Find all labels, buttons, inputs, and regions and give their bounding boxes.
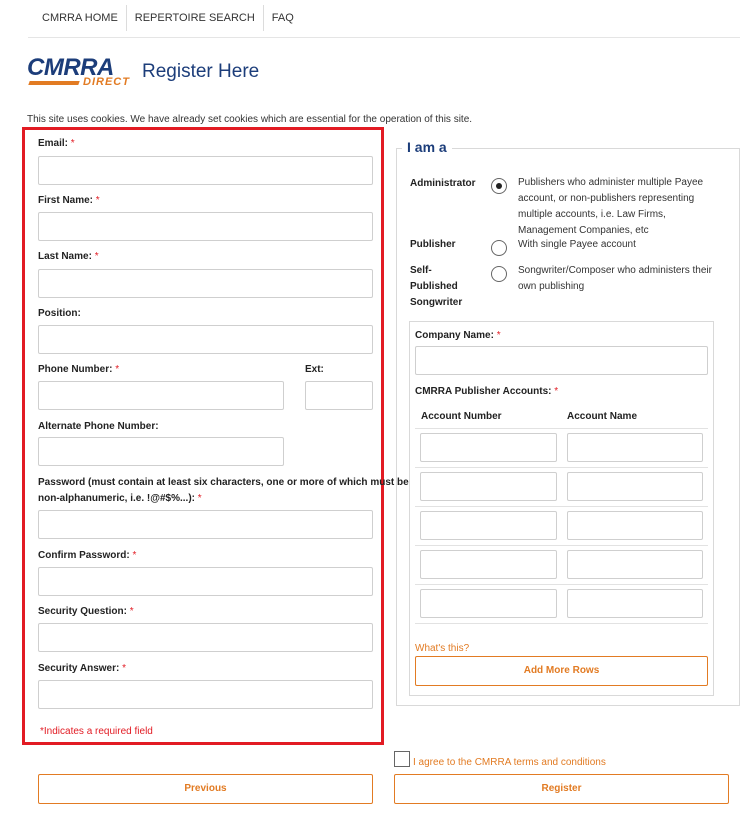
first-name-field[interactable]	[38, 212, 373, 241]
alternate-phone-field[interactable]	[38, 437, 284, 466]
nav-repertoire-search[interactable]: REPERTOIRE SEARCH	[127, 5, 264, 31]
account-number-input[interactable]	[420, 433, 557, 462]
table-row-divider	[415, 545, 708, 546]
security-answer-field[interactable]	[38, 680, 373, 709]
email-field[interactable]	[38, 156, 373, 185]
password-field[interactable]	[38, 510, 373, 539]
first-name-label: First Name: *	[38, 195, 100, 206]
table-row-divider	[415, 623, 708, 624]
confirm-password-label: Confirm Password: *	[38, 550, 137, 561]
terms-label[interactable]: I agree to the CMRRA terms and conditions	[413, 757, 606, 768]
role-label-self-published: Self- Published Songwriter	[410, 265, 463, 308]
col-account-number: Account Number	[421, 411, 502, 422]
company-name-label: Company Name: *	[415, 330, 501, 341]
role-label-administrator: Administrator	[410, 178, 476, 189]
company-section	[409, 321, 714, 696]
account-number-input[interactable]	[420, 511, 557, 540]
confirm-password-field[interactable]	[38, 567, 373, 596]
logo-main-text: CMRRA	[27, 54, 114, 81]
radio-administrator[interactable]	[491, 178, 507, 194]
role-desc-self-published: Songwriter/Composer who administers their own publishing	[518, 265, 712, 292]
last-name-field[interactable]	[38, 269, 373, 298]
account-name-input[interactable]	[567, 433, 703, 462]
logo-bar	[28, 81, 79, 85]
nav-divider	[28, 37, 740, 38]
account-number-input[interactable]	[420, 589, 557, 618]
password-label-line1: Password (must contain at least six characters, one or more of which must be	[38, 477, 409, 488]
required-field-note: *Indicates a required field	[40, 726, 153, 737]
security-answer-label: Security Answer: *	[38, 663, 127, 674]
top-nav	[34, 5, 302, 31]
alternate-phone-label: Alternate Phone Number:	[38, 421, 159, 432]
page-title: Register Here	[142, 61, 260, 82]
security-question-label: Security Question: *	[38, 606, 134, 617]
role-desc-administrator: Publishers who administer multiple Payee account, or non-publishers representing multiple accounts, i.e. Law Firms, Management Companies, etc	[518, 177, 704, 236]
nav-faq[interactable]: FAQ	[271, 12, 294, 24]
role-label-publisher: Publisher	[410, 239, 456, 250]
cookie-notice: This site uses cookies. We have already set cookies which are essential for the operation of this site.	[27, 114, 473, 125]
last-name-label: Last Name: *	[38, 251, 99, 262]
register-button[interactable]: Register	[394, 774, 729, 804]
password-label-line2: non-alphanumeric, i.e. !@#$%...): *	[38, 493, 202, 504]
account-name-input[interactable]	[567, 472, 703, 501]
phone-number-label: Phone Number: *	[38, 364, 120, 375]
position-field[interactable]	[38, 325, 373, 354]
table-row-divider	[415, 467, 708, 468]
ext-label: Ext:	[305, 364, 324, 375]
publisher-accounts-label: CMRRA Publisher Accounts: *	[415, 386, 559, 397]
role-desc-publisher: With single Payee account	[518, 239, 636, 250]
account-number-input[interactable]	[420, 472, 557, 501]
table-row-divider	[415, 506, 708, 507]
add-more-rows-button[interactable]: Add More Rows	[415, 656, 708, 686]
account-name-input[interactable]	[567, 589, 703, 618]
position-label: Position:	[38, 308, 81, 319]
whats-this-link[interactable]: What's this?	[415, 643, 470, 654]
account-name-input[interactable]	[567, 511, 703, 540]
table-row-divider	[415, 584, 708, 585]
radio-self-published[interactable]	[491, 266, 507, 282]
terms-checkbox[interactable]	[394, 751, 410, 767]
role-legend: I am a	[402, 139, 452, 155]
table-header-divider	[415, 428, 708, 429]
logo-sub-text: DIRECT	[83, 76, 130, 88]
radio-publisher[interactable]	[491, 240, 507, 256]
account-name-input[interactable]	[567, 550, 703, 579]
cmrra-direct-logo[interactable]	[27, 56, 135, 92]
security-question-field[interactable]	[38, 623, 373, 652]
email-label: Email: *	[38, 138, 75, 149]
phone-number-field[interactable]	[38, 381, 284, 410]
account-number-input[interactable]	[420, 550, 557, 579]
nav-cmrra-home[interactable]: CMRRA HOME	[34, 5, 127, 31]
ext-field[interactable]	[305, 381, 373, 410]
previous-button[interactable]: Previous	[38, 774, 373, 804]
company-name-field[interactable]	[415, 346, 708, 375]
col-account-name: Account Name	[567, 411, 638, 422]
